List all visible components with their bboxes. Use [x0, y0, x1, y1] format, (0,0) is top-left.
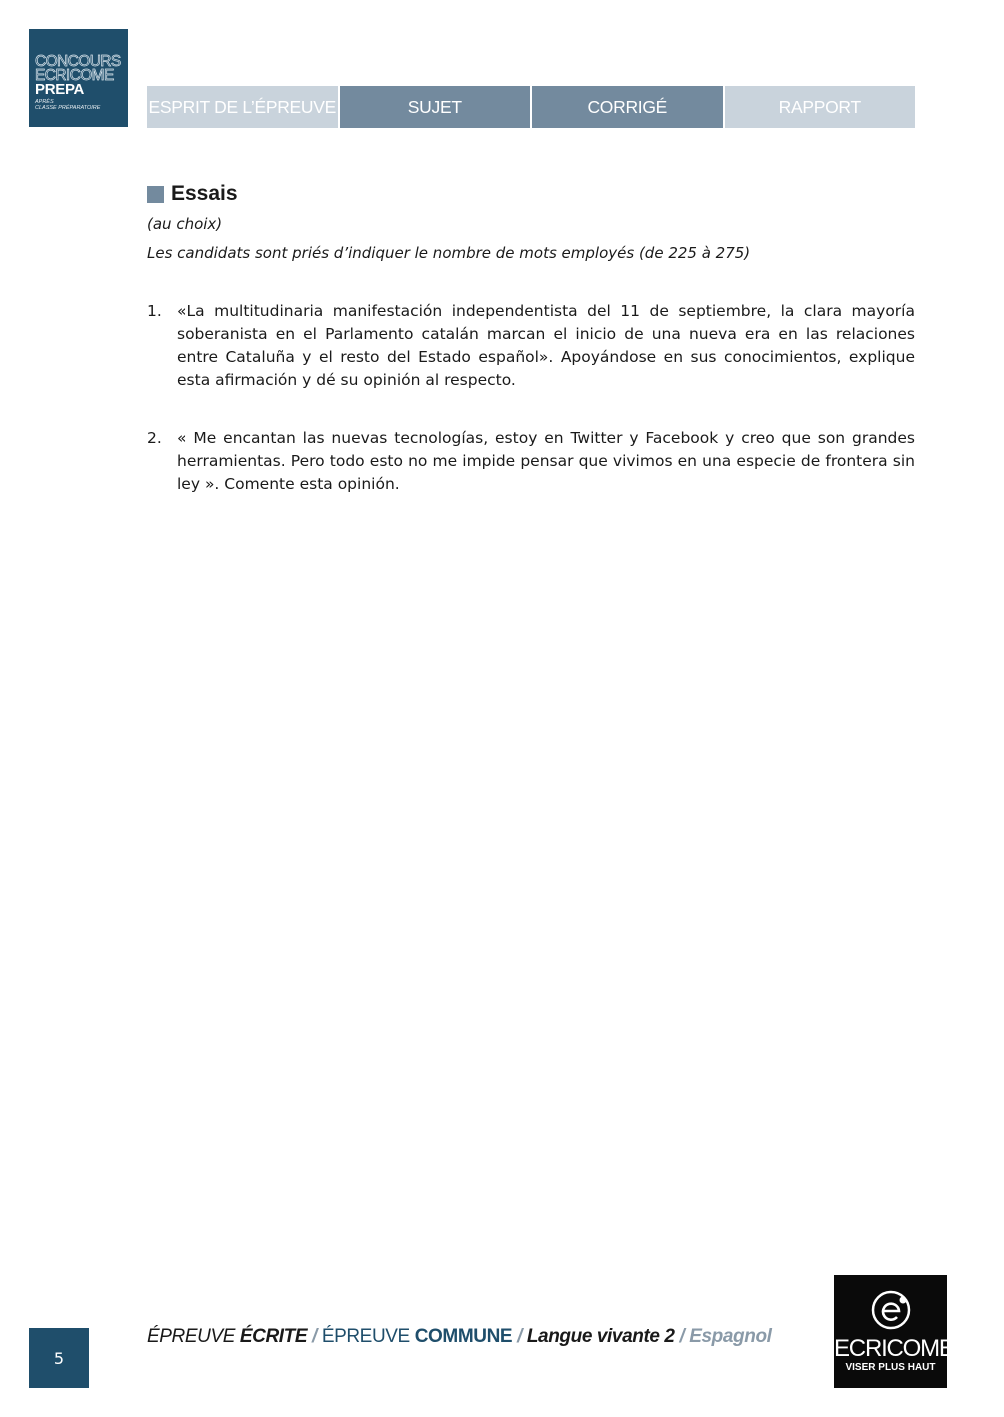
footer-separator: /	[307, 1326, 322, 1347]
list-item	[147, 300, 915, 392]
tab-sujet[interactable]: SUJET	[340, 86, 531, 128]
footer-separator: /	[512, 1326, 527, 1347]
footer-epreuve-2: ÉPREUVE	[321, 1326, 415, 1347]
ecricome-brand-logo	[834, 1275, 954, 1388]
square-bullet-icon	[147, 186, 164, 203]
footer-commune: COMMUNE	[414, 1326, 513, 1347]
section-heading	[147, 182, 238, 206]
brand-tagline: VISER PLUS HAUT	[845, 1362, 936, 1373]
item-text: «La multitudinaria manifestación independentista del 11 de septiembre, la clara mayoría soberanista en el Parlamento catalán marcan el inicio de una nueva era en las relaciones entre Cataluña y el resto del Estado español». Apoyándose en sus conocimientos, explique esta afirmación y dé su opinión al respecto.	[177, 302, 915, 389]
footer-breadcrumb	[147, 1326, 772, 1348]
page-number: 5	[29, 1328, 89, 1388]
footer-separator: /	[674, 1326, 690, 1347]
list-item	[147, 427, 915, 496]
ecricome-e-icon	[870, 1289, 912, 1331]
footer-ecrite: ÉCRITE	[239, 1326, 308, 1347]
logo-line-apres: APRÈS	[35, 99, 54, 105]
section-tabs	[147, 86, 915, 128]
logo-line-ecricome: ECRICOME	[35, 67, 114, 84]
tab-rapport[interactable]: RAPPORT	[725, 86, 916, 128]
section-subtitle: (au choix)	[147, 215, 223, 233]
brand-name: ECRICOME	[834, 1335, 954, 1362]
footer-langue: Langue vivante 2	[526, 1326, 675, 1347]
tab-esprit[interactable]: ESPRIT DE L’ÉPREUVE	[147, 86, 338, 128]
section-title: Essais	[171, 182, 238, 205]
concours-logo	[29, 29, 128, 127]
section-instruction: Les candidats sont priés d’indiquer le nombre de mots employés (de 225 à 275)	[147, 244, 751, 262]
tab-corrige[interactable]: CORRIGÉ	[532, 86, 723, 128]
footer-espagnol: Espagnol	[689, 1326, 772, 1347]
logo-line-concours: CONCOURS	[35, 53, 121, 70]
item-text: « Me encantan las nuevas tecnologías, estoy en Twitter y Facebook y creo que son grandes herramientas. Pero todo esto no me impide pensar que vivimos en una especie de frontera sin ley ». Comente esta opinión.	[177, 429, 915, 493]
item-number: 1.	[147, 302, 162, 320]
footer-epreuve: ÉPREUVE	[147, 1326, 240, 1347]
logo-line-classe: CLASSE PRÉPARATOIRE	[35, 105, 101, 111]
item-number: 2.	[147, 429, 162, 447]
logo-line-prepa: PREPA	[35, 81, 85, 98]
